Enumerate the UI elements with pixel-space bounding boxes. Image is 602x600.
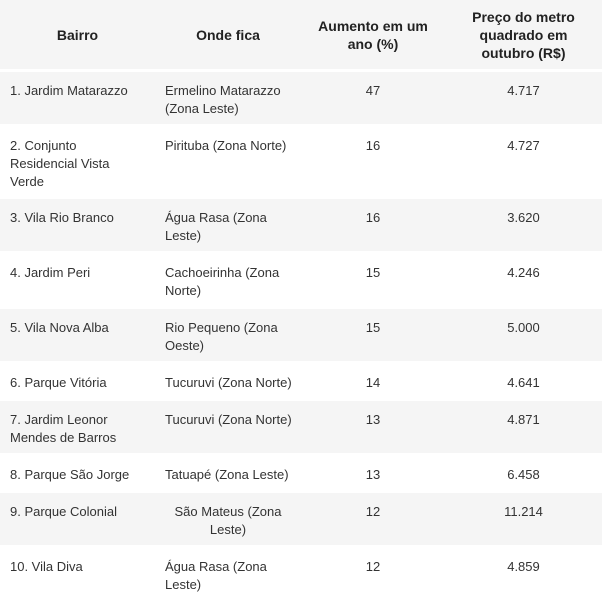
cell-onde-fica: Água Rasa (Zona Leste) xyxy=(155,196,301,251)
table-header xyxy=(0,0,602,69)
table-row xyxy=(0,398,602,453)
cell-onde-fica: Cachoeirinha (Zona Norte) xyxy=(155,251,301,306)
header-preco: Preço do metro quadrado em outubro (R$) xyxy=(445,0,602,69)
cell-bairro: 7. Jardim Leonor Mendes de Barros xyxy=(0,398,155,453)
cell-bairro: 2. Conjunto Residencial Vista Verde xyxy=(0,124,155,196)
cell-bairro: 5. Vila Nova Alba xyxy=(0,306,155,361)
cell-preco: 4.641 xyxy=(445,361,602,398)
cell-preco: 11.214 xyxy=(445,490,602,545)
cell-bairro: 4. Jardim Peri xyxy=(0,251,155,306)
table-body xyxy=(0,69,602,600)
table-row xyxy=(0,196,602,251)
cell-preco: 3.620 xyxy=(445,196,602,251)
cell-onde-fica: Tucuruvi (Zona Norte) xyxy=(155,361,301,398)
cell-preco: 4.727 xyxy=(445,124,602,196)
cell-preco: 6.458 xyxy=(445,453,602,490)
cell-bairro: 1. Jardim Matarazzo xyxy=(0,69,155,124)
table-row xyxy=(0,490,602,545)
table-row xyxy=(0,453,602,490)
cell-bairro: 6. Parque Vitória xyxy=(0,361,155,398)
cell-aumento: 15 xyxy=(301,251,445,306)
cell-aumento: 13 xyxy=(301,398,445,453)
cell-preco: 4.871 xyxy=(445,398,602,453)
header-bairro: Bairro xyxy=(0,0,155,69)
cell-aumento: 13 xyxy=(301,453,445,490)
cell-onde-fica: Ermelino Matarazzo (Zona Leste) xyxy=(155,69,301,124)
cell-aumento: 14 xyxy=(301,361,445,398)
cell-bairro: 9. Parque Colonial xyxy=(0,490,155,545)
table-row xyxy=(0,251,602,306)
cell-preco: 4.246 xyxy=(445,251,602,306)
table-row xyxy=(0,69,602,124)
header-row xyxy=(0,0,602,69)
cell-aumento: 15 xyxy=(301,306,445,361)
cell-aumento: 12 xyxy=(301,490,445,545)
header-onde-fica: Onde fica xyxy=(155,0,301,69)
table-row xyxy=(0,306,602,361)
cell-bairro: 3. Vila Rio Branco xyxy=(0,196,155,251)
cell-preco: 4.717 xyxy=(445,69,602,124)
cell-bairro: 8. Parque São Jorge xyxy=(0,453,155,490)
cell-preco: 4.859 xyxy=(445,545,602,600)
header-aumento: Aumento em um ano (%) xyxy=(301,0,445,69)
cell-aumento: 12 xyxy=(301,545,445,600)
table-row xyxy=(0,124,602,196)
cell-onde-fica: São Mateus (Zona Leste) xyxy=(155,490,301,545)
cell-onde-fica: Pirituba (Zona Norte) xyxy=(155,124,301,196)
cell-onde-fica: Tucuruvi (Zona Norte) xyxy=(155,398,301,453)
cell-onde-fica: Tatuapé (Zona Leste) xyxy=(155,453,301,490)
cell-preco: 5.000 xyxy=(445,306,602,361)
cell-aumento: 47 xyxy=(301,69,445,124)
table-row xyxy=(0,545,602,600)
table-row xyxy=(0,361,602,398)
cell-onde-fica: Água Rasa (Zona Leste) xyxy=(155,545,301,600)
cell-aumento: 16 xyxy=(301,196,445,251)
cell-bairro: 10. Vila Diva xyxy=(0,545,155,600)
cell-aumento: 16 xyxy=(301,124,445,196)
cell-onde-fica: Rio Pequeno (Zona Oeste) xyxy=(155,306,301,361)
